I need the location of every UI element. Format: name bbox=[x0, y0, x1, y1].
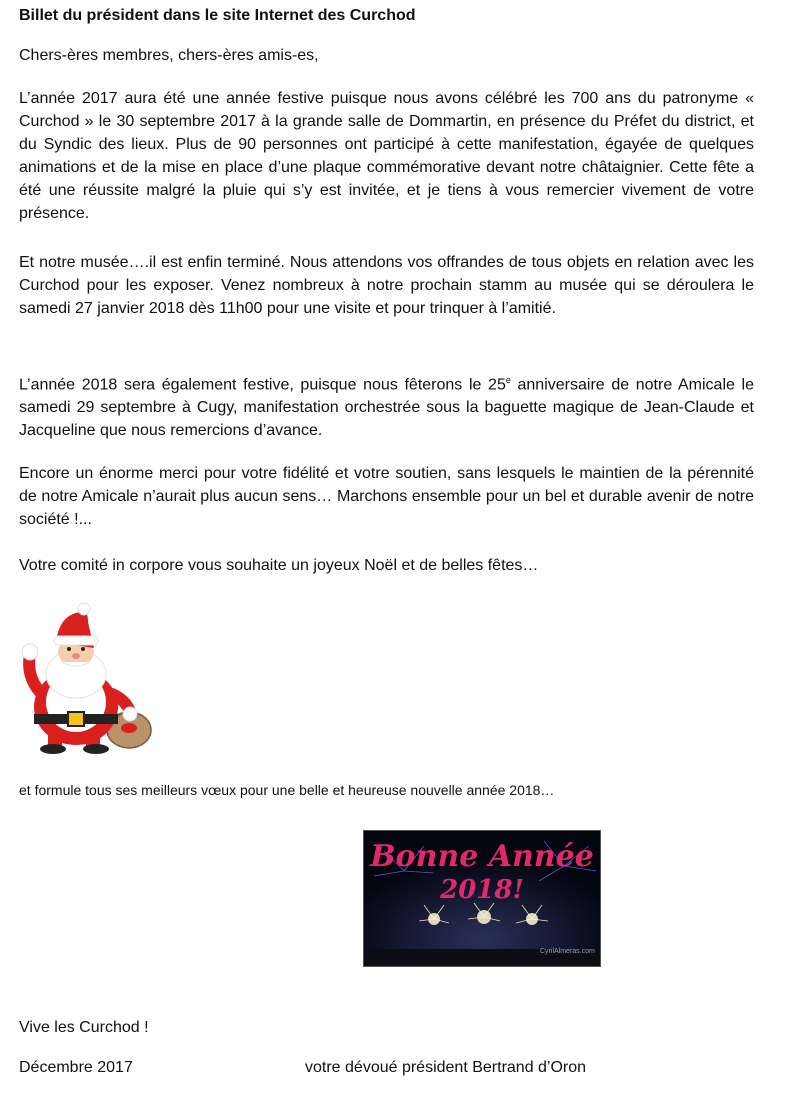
new-year-wishes: et formule tous ses meilleurs vœux pour une belle et heureuse nouvelle année 2018… bbox=[19, 782, 555, 798]
letter-date: Décembre 2017 bbox=[19, 1059, 133, 1076]
closing-slogan: Vive les Curchod ! bbox=[19, 1019, 149, 1036]
paragraph-museum: Et notre musée….il est enfin terminé. Nous attendons vos offrandes de tous objets en relation avec les Curchod pour les exposer. Venez nombreux à notre prochain stamm au musée qui se déroulera le samedi 27 janvier 2018 dès 11h00 pour une visite et pour trinquer à l’amitié. bbox=[19, 254, 754, 317]
christmas-wishes: Votre comité in corpore vous souhaite un joyeux Noël et de belles fêtes… bbox=[19, 557, 539, 574]
card-credit: CyrilAlmeras.com bbox=[540, 948, 595, 955]
paragraph-2018-end: anniversaire de notre Amicale le samedi 29 septembre à Cugy, manifestation orchestrée sous la baguette magique de Jean-Claude et Jacqueline que nous remercions d’avance. bbox=[19, 376, 755, 440]
card-greeting: Bonne Année bbox=[370, 839, 594, 874]
paragraph-anniversary: L’année 2017 aura été une année festive puisque nous avons célébré les 700 ans du patronyme « Curchod » le 30 septembre 2017 à la grande salle de Dommartin, en présence du Préfet du district, et du Syndic des lieux. Plus de 90 personnes ont participé à cette manifestation, égayée de quelques animations et de la mise en place d’une plaque commémorative devant notre châtaignier. Cette fête a été une réussite malgré la pluie qui s’y est invitée, et je tiens à vous remercier vivement de votre présence. bbox=[19, 90, 754, 222]
card-year: 2018! bbox=[440, 875, 524, 905]
new-year-card-image bbox=[363, 830, 601, 967]
ordinal-suffix: e bbox=[505, 375, 511, 385]
page-title: Billet du président dans le site Internet des Curchod bbox=[19, 7, 416, 24]
signature: votre dévoué président Bertrand d’Oron bbox=[305, 1059, 587, 1076]
paragraph-2018 bbox=[19, 369, 754, 442]
greeting: Chers-ères membres, chers-ères amis-es, bbox=[19, 47, 319, 64]
paragraph-thanks: Encore un énorme merci pour votre fidélité et votre soutien, sans lesquels le maintien de la pérennité de notre Amicale n’aurait plus aucun sens… Marchons ensemble pour un bel et durable avenir de notre société !... bbox=[19, 465, 754, 528]
santa-claus-image bbox=[18, 602, 153, 754]
paragraph-2018-start: L’année 2018 sera également festive, puisque nous fêterons le 25 bbox=[19, 376, 506, 394]
